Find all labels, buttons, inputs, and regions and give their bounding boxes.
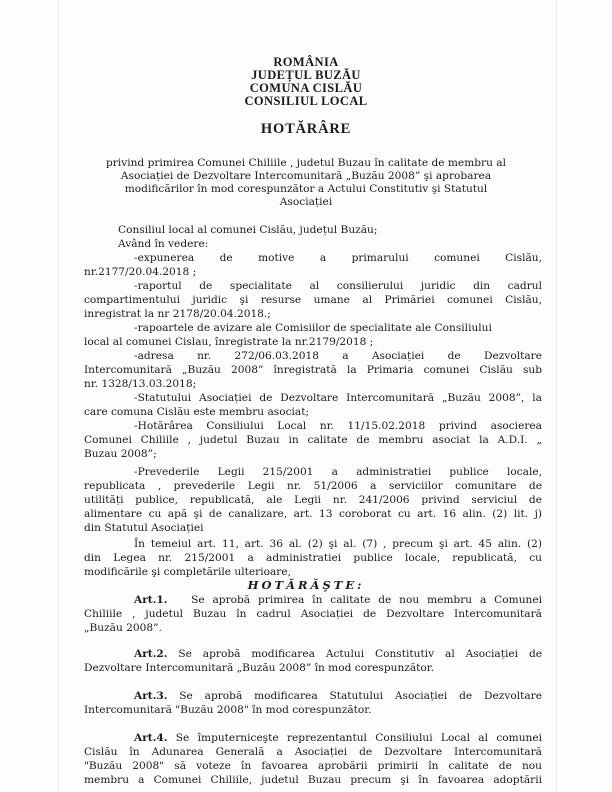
header-commune: COMUNA CISLĂU <box>249 81 363 95</box>
preamble-line: -raportul de specialitate al consilierului juridic din cadrul <box>134 280 542 292</box>
article-1 <box>84 594 542 607</box>
article-text: Se aprobă modificarea Actului Constitutiv al Asociației de <box>178 648 542 660</box>
article-4 <box>84 732 542 745</box>
article-line: Dezvoltare Intercomunitară „Buzău 2008” în mod corespunzător. <box>84 662 435 674</box>
header-county: JUDEȚUL BUZĂU <box>251 68 361 82</box>
preamble-line: -Prevederile Legii 215/2001 a administratiei publice locale, <box>134 466 542 478</box>
article-3 <box>84 690 542 703</box>
subject-line: Asociației <box>279 196 333 208</box>
preamble-line: -Statutului Asociației de Dezvoltare Intercomunitară „Buzău 2008”, la <box>134 392 542 404</box>
legal-basis-line: În temeiul art. 11, art. 36 al. (2) şi al. (7) , precum şi art. 45 alin. (2) <box>134 538 542 550</box>
article-line: „Buzău 2008”. <box>84 622 162 634</box>
article-text: Se aprobă primirea în calitate de nou membru a Comunei <box>191 594 542 606</box>
preamble-line: -adresa nr. 272/06.03.2018 a Asociației de Dezvoltare <box>134 350 542 362</box>
preamble-line: republicata , prevederile Legii nr. 51/2006 a serviciilor comunitare de <box>84 480 542 492</box>
subject-line: privind primirea Comunei Chiliile , judetul Buzau în calitate de membru al <box>106 157 506 169</box>
preamble-line: -rapoartele de avizare ale Comisiilor de specialitate ale Consiliului <box>134 322 492 334</box>
article-text: Se împuterniceşte reprezentantul Consiliului Local al comunei <box>175 732 542 744</box>
article-2 <box>84 648 542 661</box>
subject-line: Asociației de Dezvoltare Intercomunitară „Buzău 2008” şi aprobarea <box>120 170 492 182</box>
article-line: Intercomunitară "Buzău 2008" în mod corespunzător. <box>84 704 372 716</box>
article-line: Cislău în Adunarea Generală a Asociației de Dezvoltare Intercomunitară <box>84 746 542 758</box>
preamble-line: nr.2177/20.04.2018 ; <box>84 266 197 278</box>
preamble-line: utilități publice, republicată, ale Legii nr. 241/2006 privind serviciul de <box>84 494 542 506</box>
article-line: Chiliile , judetul Buzau în cadrul Asociației de Dezvoltare Intercomunitară <box>84 608 542 620</box>
article-label: Art.2. <box>134 648 168 660</box>
article-line: "Buzău 2008" să voteze în favoarea aprobării primirii în calitate de nou <box>84 760 542 772</box>
preamble-line: -Hotărârea Consiliului Local nr. 11/15.02.2018 privind asocierea <box>134 420 542 432</box>
article-line: membru a Comunei Chiliile, judetul Buzau precum şi în favoarea adoptării <box>84 774 542 786</box>
header-country: ROMÂNIA <box>273 55 339 69</box>
legal-basis-line: din Legea nr. 215/2001 a administratiei publice locale, republicată, cu <box>84 552 542 564</box>
preamble-line: din Statutul Asociației <box>84 522 204 534</box>
header-council: CONSILIUL LOCAL <box>244 94 368 108</box>
article-text: Se aprobă modificarea Statutului Asociației de Dezvoltare <box>179 690 542 702</box>
preamble-line: -expunerea de motive a primarului comunei Cislău, <box>134 252 542 264</box>
scan-edge-line <box>556 0 557 792</box>
article-label: Art.3. <box>134 690 168 702</box>
preamble-having-regard: Având în vedere: <box>118 238 209 250</box>
scan-edge-line <box>58 0 59 792</box>
preamble-line: nr. 1328/13.03.2018; <box>84 378 197 390</box>
preamble-line: care comuna Cislău este membru asociat; <box>84 406 310 418</box>
legal-basis-line: modificările şi completările ulterioare, <box>84 566 292 578</box>
preamble-line: Comunei Chiliile , judetul Buzau in calitate de membru asociat la A.D.I. „ <box>84 434 542 446</box>
preamble-line: Intercomunitară „Buzău 2008” înregistrată la Primaria comunei Cislău sub <box>84 364 542 376</box>
preamble-line: Buzau 2008”; <box>84 448 157 460</box>
preamble-intro: Consiliul local al comunei Cislău, județul Buzău; <box>118 224 378 236</box>
preamble-line: alimentare cu apă şi de canalizare, art. 13 coroborat cu art. 16 alin. (2) lit. j) <box>84 508 542 520</box>
subject-line: modificărilor în mod corespunzător a Actului Constitutiv şi Statutul <box>124 183 488 195</box>
preamble-line: local al comunei Cislau, înregistrate la nr.2179/2018 ; <box>84 336 374 348</box>
decides-heading: HOTĂRĂŞTE: <box>247 578 365 592</box>
preamble-line: inregistrat la nr 2178/20.04.2018.; <box>84 308 271 320</box>
article-label: Art.4. <box>134 732 168 744</box>
document-title: HOTĂRÂRE <box>260 121 352 137</box>
preamble-line: compartimentului juridic şi resurse umane al Primăriei comunei Cislău, <box>84 294 542 306</box>
article-label: Art.1. <box>134 594 168 606</box>
